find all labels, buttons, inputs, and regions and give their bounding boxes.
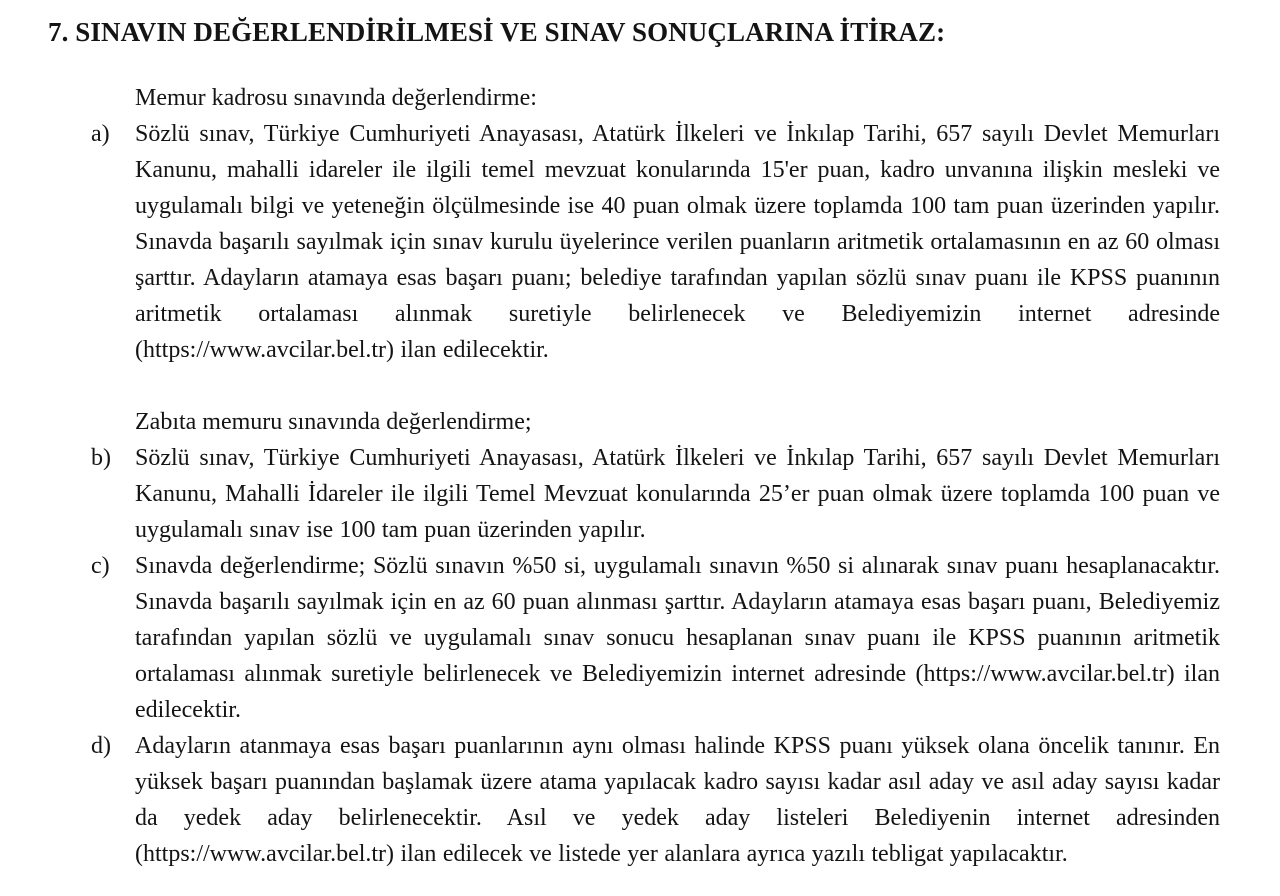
- item-text-a: Sözlü sınav, Türkiye Cumhuriyeti Anayasası, Atatürk İlkeleri ve İnkılap Tarihi, 657 sayılı Devlet Memurları Kanunu, mahalli idareler ile ilgili temel mevzuat konularında 15'er puan, kadro unvanına ilişkin mesleki ve uygulamalı bilgi ve yeteneğin ölçülmesinde ise 40 puan olmak üzere toplamda 100 tam puan üzerinden yapılır. Sınavda başarılı sayılmak için sınav kurulu üyelerince verilen puanların aritmetik ortalamasının en az 60 olması şarttır. Adayların atamaya esas başarı puanı; belediye tarafından yapılan sözlü sınav puanı ile KPSS puanının aritmetik ortalaması alınmak suretiyle belirlenecek ve Belediyemizin internet adresinde (https://www.avcilar.bel.tr) ilan edilecektir.: [135, 121, 1220, 363]
- list-item-c: [91, 548, 1220, 728]
- item-label-b: b): [91, 445, 111, 471]
- zabita-intro: Zabıta memuru sınavında değerlendirme;: [135, 409, 532, 435]
- item-text-b: Sözlü sınav, Türkiye Cumhuriyeti Anayasası, Atatürk İlkeleri ve İnkılap Tarihi, 657 sayılı Devlet Memurları Kanunu, Mahalli İdareler ile ilgili Temel Mevzuat konularında 25’er puan olmak üzere toplamda 100 puan ve uygulamalı sınav ise 100 tam puan üzerinden yapılır.: [135, 445, 1220, 543]
- item-label-a: a): [91, 121, 110, 147]
- section-heading: 7. SINAVIN DEĞERLENDİRİLMESİ VE SINAV SONUÇLARINA İTİRAZ:: [48, 17, 946, 47]
- document-body: [91, 80, 1220, 896]
- item-text-c: Sınavda değerlendirme; Sözlü sınavın %50 si, uygulamalı sınavın %50 si alınarak sınav puanı hesaplanacaktır. Sınavda başarılı sayılmak için en az 60 puan alınması şarttır. Adayların atamaya esas başarı puanı, Belediyemiz tarafından yapılan sözlü ve uygulamalı sınav sonucu hesaplanan sınav puanı ile KPSS puanının aritmetik ortalaması alınmak suretiyle belirlenecek ve Belediyemizin internet adresinde (https://www.avcilar.bel.tr) ilan edilecektir.: [135, 553, 1220, 723]
- list-item-d: [91, 728, 1220, 872]
- memur-intro: Memur kadrosu sınavında değerlendirme:: [135, 85, 537, 111]
- list-item-a: [91, 116, 1220, 368]
- item-text-d: Adayların atanmaya esas başarı puanlarının aynı olması halinde KPSS puanı yüksek olana öncelik tanınır. En yüksek başarı puanından başlamak üzere atama yapılacak kadro sayısı kadar asıl aday ve asıl aday sayısı kadar da yedek aday belirlenecektir. Asıl ve yedek aday listeleri Belediyenin internet adresinden (https://www.avcilar.bel.tr) ilan edilecek ve listede yer alanlara ayrıca yazılı tebligat yapılacaktır.: [135, 733, 1220, 867]
- item-label-d: d): [91, 733, 111, 759]
- list-item-b: [91, 440, 1220, 548]
- item-label-c: c): [91, 553, 110, 579]
